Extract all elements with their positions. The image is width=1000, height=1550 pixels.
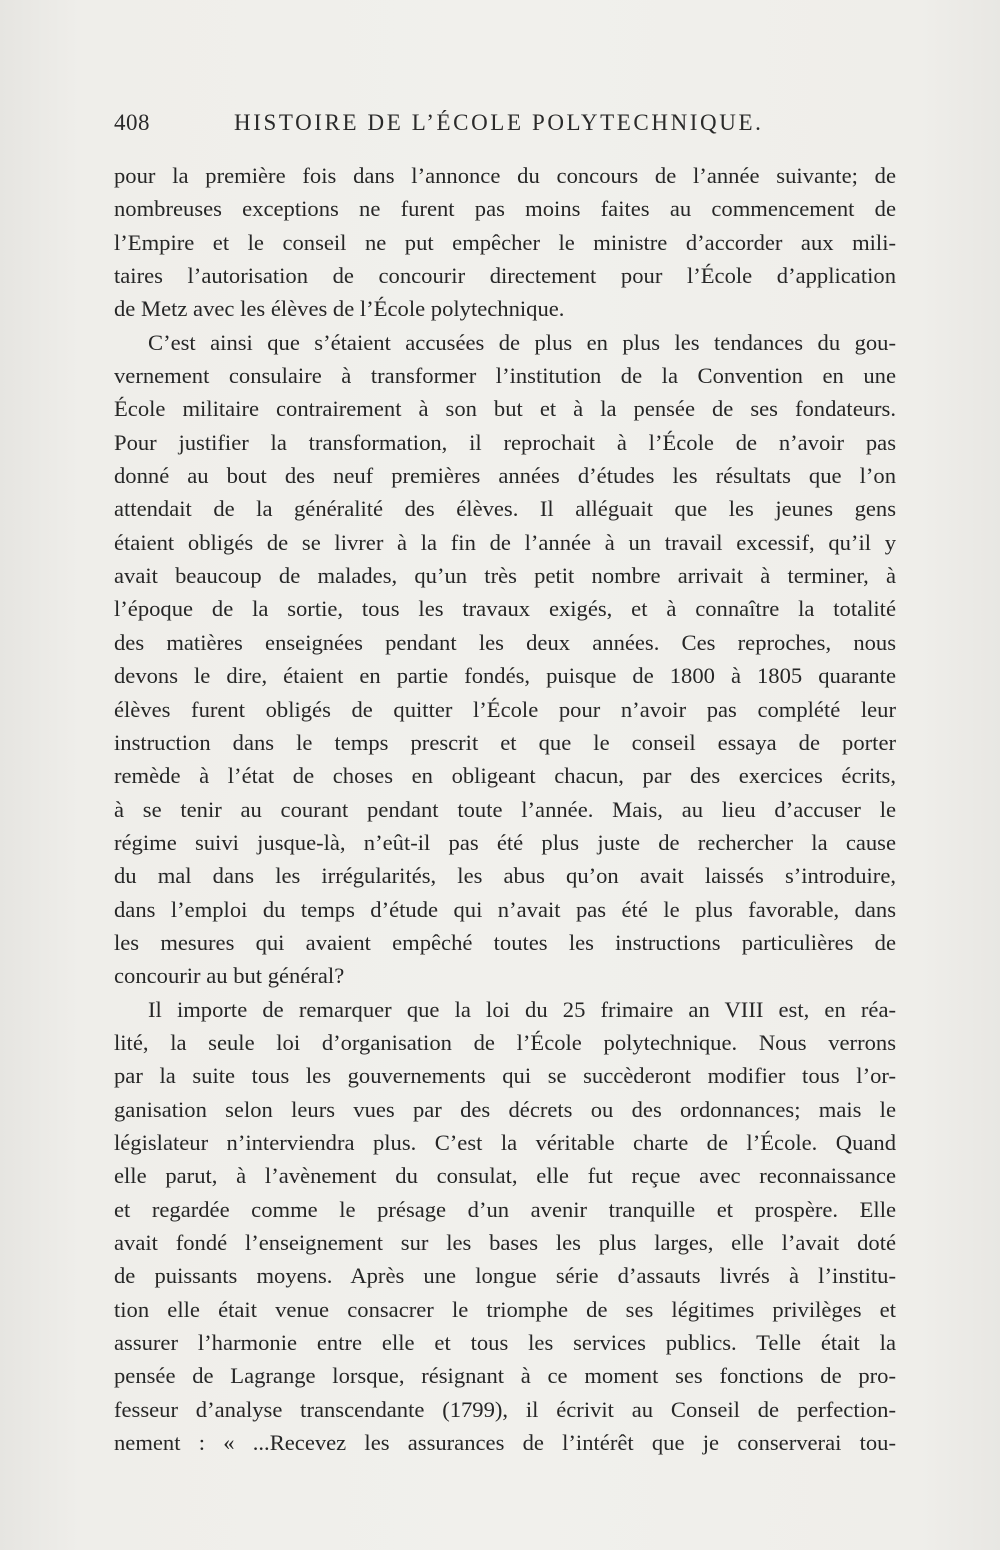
text-line: devons le dire, étaient en partie fondés, puisque de 1800 à 1805 quarante: [114, 663, 896, 689]
text-line: par la suite tous les gouvernements qui se succèderont modifier tous l’or-: [114, 1063, 896, 1089]
text-line: concourir au but général?: [114, 963, 345, 989]
page-number: 408: [114, 110, 150, 135]
text-line: C’est ainsi que s’étaient accusées de plus en plus les tendances du gou-: [148, 329, 896, 355]
text-line: elle parut, à l’avènement du consulat, elle fut reçue avec reconnaissance: [114, 1163, 896, 1189]
text-line: instruction dans le temps prescrit et que le conseil essaya de porter: [114, 729, 896, 755]
text-line: donné au bout des neuf premières années d’études les résultats que l’on: [114, 463, 896, 489]
text-line: assurer l’harmonie entre elle et tous les services publics. Telle était la: [114, 1330, 896, 1356]
text-line: Pour justifier la transformation, il reprochait à l’École de n’avoir pas: [114, 429, 896, 455]
text-line: législateur n’interviendra plus. C’est la véritable charte de l’École. Quand: [114, 1129, 896, 1155]
text-line: régime suivi jusque-là, n’eût-il pas été plus juste de rechercher la cause: [114, 829, 896, 855]
text-line: attendait de la généralité des élèves. Il alléguait que les jeunes gens: [114, 496, 896, 522]
text-line: École militaire contrairement à son but et à la pensée de ses fondateurs.: [114, 396, 896, 422]
text-line: avait beaucoup de malades, qu’un très petit nombre arrivait à terminer, à: [114, 563, 896, 589]
text-line: du mal dans les irrégularités, les abus qu’on avait laissés s’introduire,: [114, 863, 896, 889]
text-line: de puissants moyens. Après une longue série d’assauts livrés à l’institu-: [114, 1263, 896, 1289]
text-line: nombreuses exceptions ne furent pas moins faites au commencement de: [114, 196, 896, 222]
text-line: des matières enseignées pendant les deux années. Ces reproches, nous: [114, 629, 896, 655]
text-line: Il importe de remarquer que la loi du 25 frimaire an VIII est, en réa-: [148, 996, 896, 1022]
text-line: l’Empire et le conseil ne put empêcher le ministre d’accorder aux mili-: [114, 229, 896, 255]
text-line: de Metz avec les élèves de l’École polytechnique.: [114, 296, 565, 322]
text-line: lité, la seule loi d’organisation de l’École polytechnique. Nous verrons: [114, 1029, 896, 1055]
text-line: taires l’autorisation de concourir directement pour l’École d’application: [114, 263, 896, 289]
text-line: élèves furent obligés de quitter l’École pour n’avoir pas complété leur: [114, 696, 896, 722]
body-text: [114, 159, 896, 1459]
text-line: ganisation selon leurs vues par des décrets ou des ordonnances; mais le: [114, 1096, 896, 1122]
text-line: à se tenir au courant pendant toute l’année. Mais, au lieu d’accuser le: [114, 796, 896, 822]
text-line: avait fondé l’enseignement sur les bases les plus larges, elle l’avait doté: [114, 1230, 896, 1255]
text-line: pensée de Lagrange lorsque, résignant à ce moment ses fonctions de pro-: [114, 1363, 896, 1389]
text-line: fesseur d’analyse transcendante (1799), il écrivit au Conseil de perfection-: [114, 1396, 896, 1422]
running-title: HISTOIRE DE L’ÉCOLE POLYTECHNIQUE.: [234, 110, 764, 135]
running-header: [114, 110, 894, 144]
text-line: vernement consulaire à transformer l’institution de la Convention en une: [114, 363, 896, 389]
text-line: et regardée comme le présage d’un avenir tranquille et prospère. Elle: [114, 1196, 896, 1222]
text-line: pour la première fois dans l’annonce du concours de l’année suivante; de: [114, 163, 896, 188]
text-line: nement : « ...Recevez les assurances de l’intérêt que je conserverai tou-: [114, 1430, 896, 1456]
text-line: l’époque de la sortie, tous les travaux exigés, et à connaître la totalité: [114, 596, 896, 622]
text-line: remède à l’état de choses en obligeant chacun, par des exercices écrits,: [114, 763, 896, 789]
text-line: dans l’emploi du temps d’étude qui n’avait pas été le plus favorable, dans: [114, 896, 896, 922]
text-line: étaient obligés de se livrer à la fin de l’année à un travail excessif, qu’il y: [114, 529, 896, 555]
text-line: tion elle était venue consacrer le triomphe de ses légitimes privilèges et: [114, 1296, 896, 1322]
text-line: les mesures qui avaient empêché toutes les instructions particulières de: [114, 929, 896, 955]
